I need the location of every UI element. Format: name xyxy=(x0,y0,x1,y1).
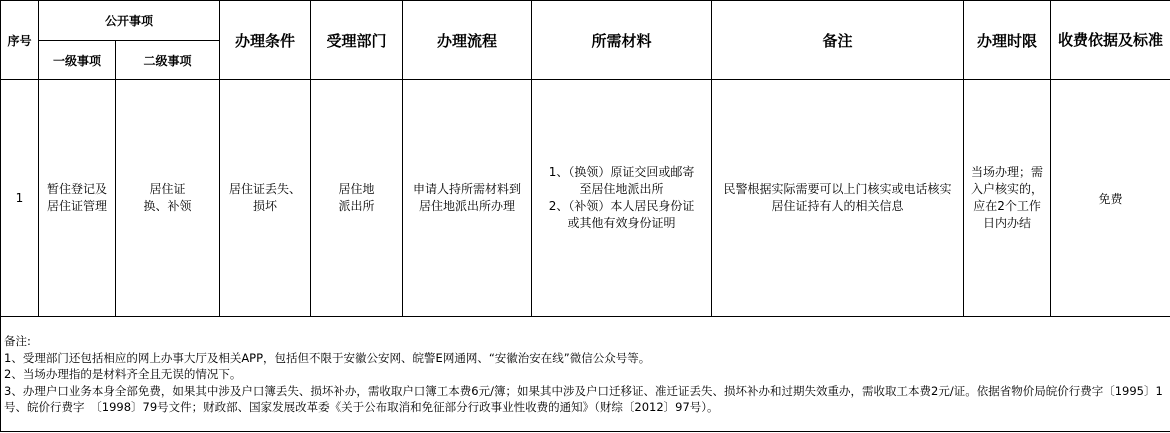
notes-section xyxy=(1,317,1170,432)
cell-remarks: 民警根据实际需要可以上门核实或电话核实 居住证持有人的相关信息 xyxy=(712,80,964,317)
note-item: 3、办理户口业务本身全部免费，如果其中涉及户口簿丢失、损坏补办，需收取户口簿工本费6元/簿；如果其中涉及户口迁移证、准迁证丢失、损坏补办和过期失效重办，需收取工本费2元/证。依据省物价局皖价行费字〔1995〕1号、皖价行费字 〔1998〕79号文件；财政部、国家发展改革委《关于公布取消和免征部分行政事业性收费的通知》（财综〔2012〕97号）。 xyxy=(4,383,1163,414)
cell-fee: 免费 xyxy=(1051,80,1170,317)
header-fee-basis: 收费依据及标准 xyxy=(1051,1,1170,80)
table-row xyxy=(1,80,1170,317)
cell-conditions: 居住证丢失、 损坏 xyxy=(220,80,311,317)
notes-title: 备注: xyxy=(4,334,31,348)
cell-department: 居住地 派出所 xyxy=(311,80,403,317)
header-seq: 序号 xyxy=(1,1,39,80)
header-time-limit: 办理时限 xyxy=(964,1,1051,80)
header-department: 受理部门 xyxy=(311,1,403,80)
header-level1: 一级事项 xyxy=(39,41,116,80)
cell-level1: 暂住登记及 居住证管理 xyxy=(39,80,116,317)
header-level2: 二级事项 xyxy=(116,41,220,80)
cell-materials: 1、（换领）原证交回或邮寄 至居住地派出所 2、（补领）本人居民身份证 或其他有效身份证明 xyxy=(532,80,712,317)
cell-process: 申请人持所需材料到 居住地派出所办理 xyxy=(403,80,532,317)
note-item: 1、受理部门还包括相应的网上办事大厅及相关APP，包括但不限于安徽公安网、皖警E网通网、“安徽治安在线”微信公众号等。 xyxy=(4,350,651,365)
header-remarks: 备注 xyxy=(712,1,964,80)
cell-level2: 居住证 换、补领 xyxy=(116,80,220,317)
cell-time-limit: 当场办理；需 入户核实的， 应在2个工作 日内办结 xyxy=(964,80,1051,317)
header-process: 办理流程 xyxy=(403,1,532,80)
note-item: 2、当场办理指的是材料齐全且无误的情况下。 xyxy=(4,367,242,381)
header-conditions: 办理条件 xyxy=(220,1,311,80)
cell-seq: 1 xyxy=(1,80,39,317)
header-materials: 所需材料 xyxy=(532,1,712,80)
header-public-items: 公开事项 xyxy=(39,1,220,41)
